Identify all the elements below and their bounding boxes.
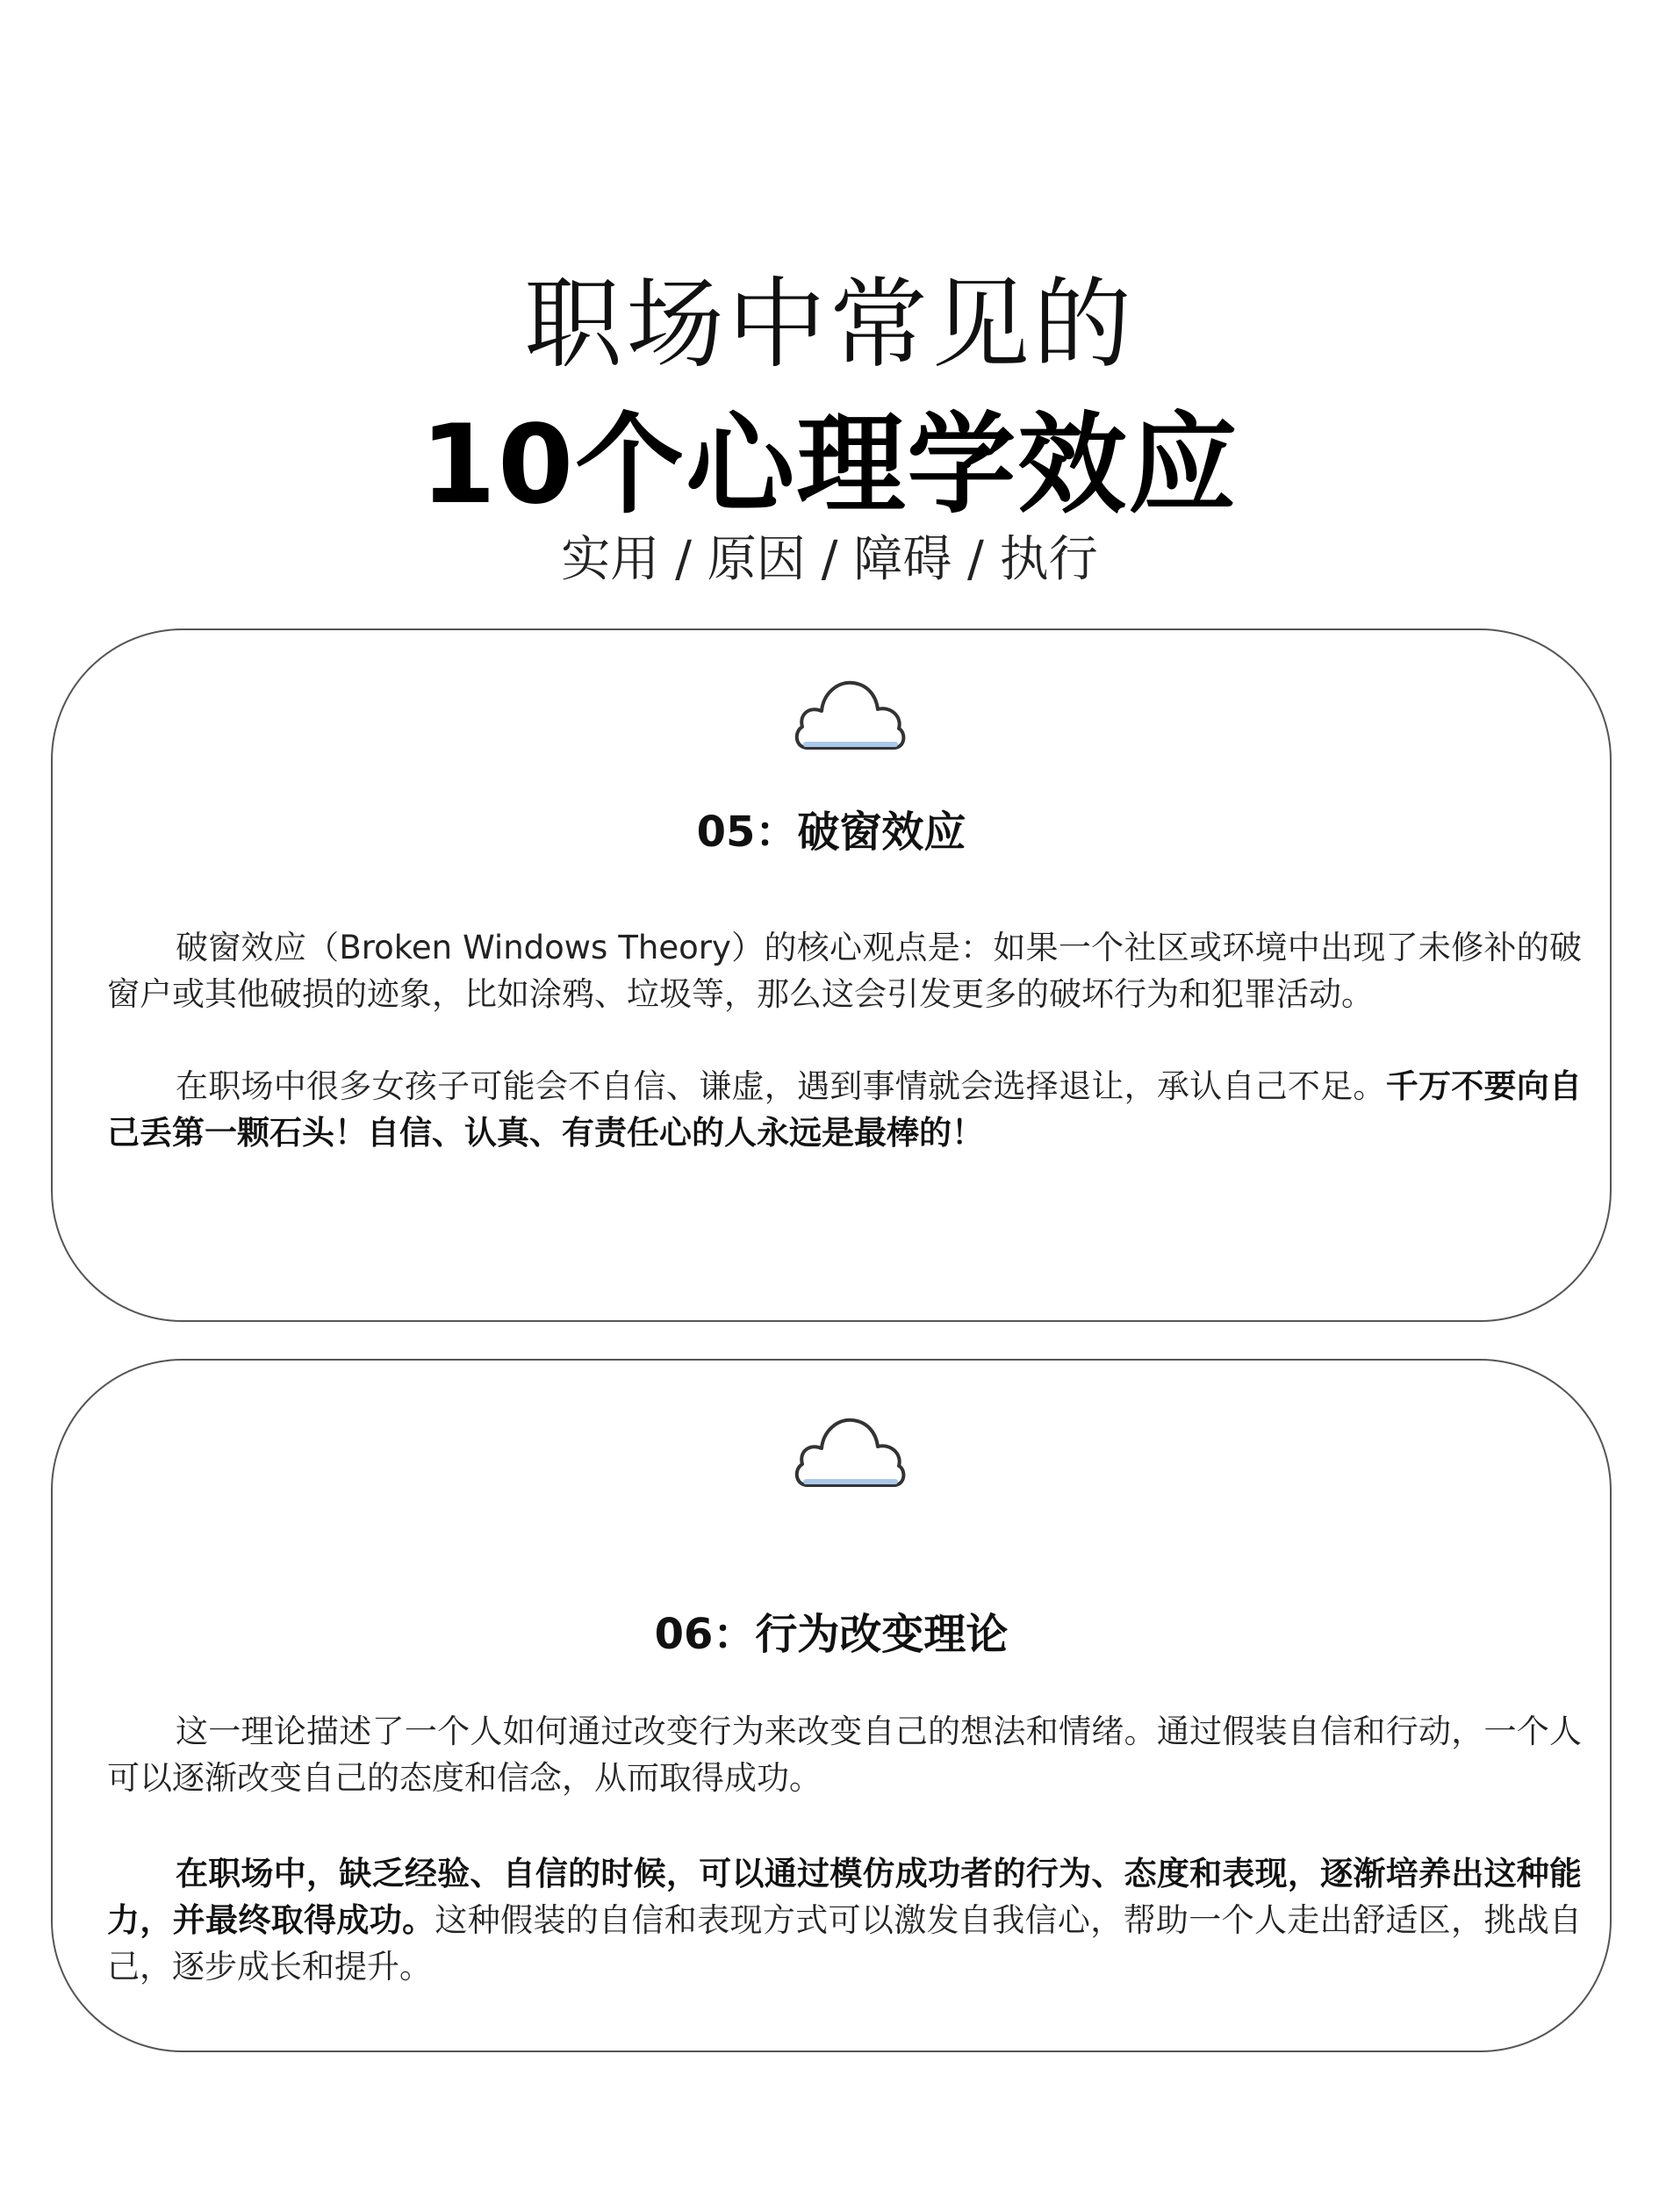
card-heading: 05：破窗效应 (696, 808, 966, 857)
paragraph-text: 在职场中很多女孩子可能会不自信、谦虚，遇到事情就会选择退让，承认自己不足。 (176, 1067, 1386, 1105)
cloud-icon (792, 1411, 908, 1492)
card-paragraph (107, 924, 1582, 1017)
paragraph-bold-text: 千万不要向自己丢第一颗石头！自信、认真、有责任心的人永远是最棒的！ (107, 1067, 1583, 1152)
paragraph-text: 破窗效应（Broken Windows Theory）的核心观点是：如果一个社区或环境中出现了未修补的破窗户或其他破损的迹象，比如涂鸦、垃圾等，那么这会引发更多的破坏行为和犯罪活动。 (107, 929, 1582, 1013)
cloud-icon (792, 674, 908, 755)
paragraph-text: 这种假装的自信和表现方式可以激发自我信心，帮助一个人走出舒适区，挑战自己，逐步成长和提升。 (107, 1901, 1583, 1986)
page-title-line2: 10个心理学效应 (420, 402, 1239, 528)
paragraph-bold-text: 在职场中，缺乏经验、自信的时候，可以通过模仿成功者的行为、态度和表现，逐渐培养出这种能力，并最终取得成功。 (107, 1855, 1582, 1939)
effect-card-06 (51, 1359, 1612, 2052)
paragraph-text: 这一理论描述了一个人如何通过改变行为来改变自己的想法和情绪。通过假装自信和行动，一个人可以逐渐改变自己的态度和信念，从而取得成功。 (107, 1713, 1582, 1797)
effect-card-05 (51, 628, 1612, 1322)
card-paragraph (107, 1708, 1582, 1801)
page-title-line1: 职场中常见的 (524, 268, 1135, 382)
card-paragraph (107, 1063, 1582, 1156)
page-subtitle: 实用 / 原因 / 障碍 / 执行 (561, 531, 1098, 588)
card-heading: 06：行为改变理论 (654, 1610, 1009, 1659)
card-paragraph (107, 1850, 1582, 1990)
